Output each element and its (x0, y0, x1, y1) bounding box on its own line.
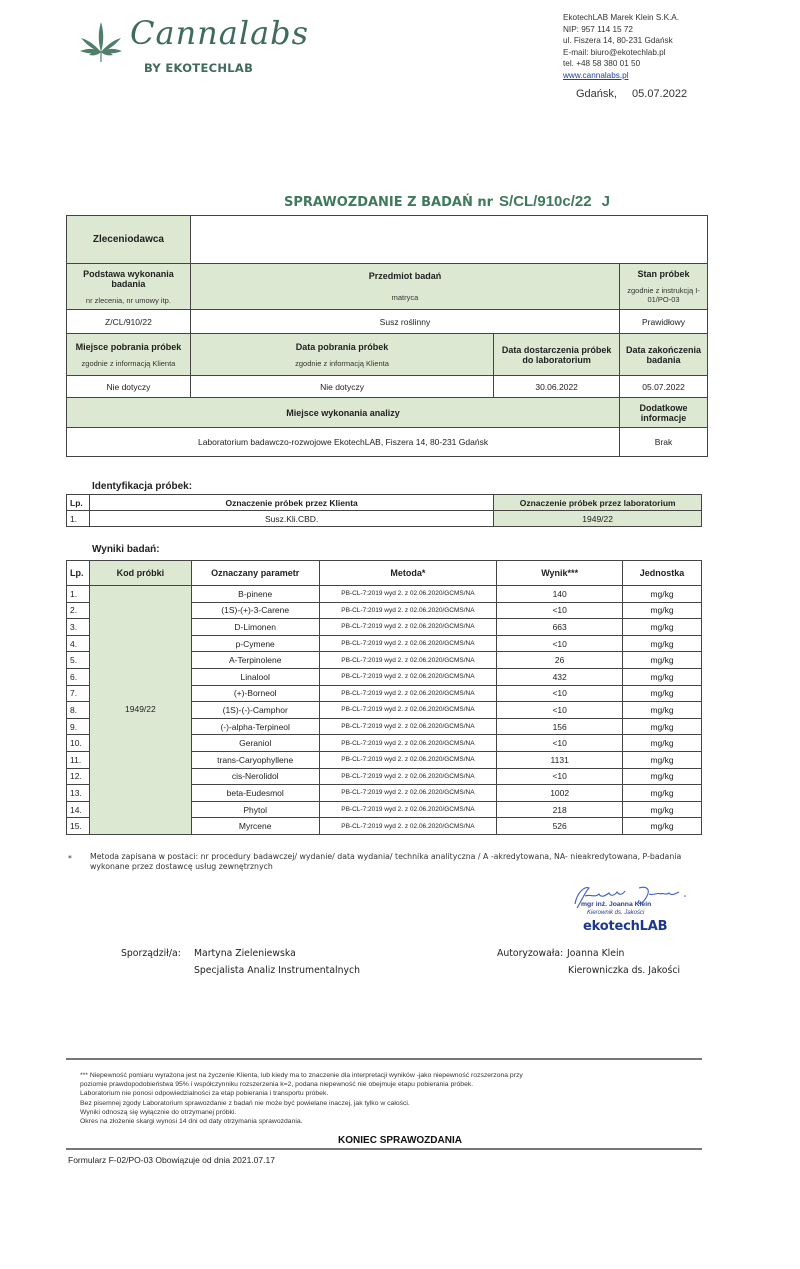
analysis-place-value: Laboratorium badawczo-rozwojowe EkotechLAB, Fiszera 14, 80-231 Gdańsk (67, 428, 620, 457)
prepared-label: Sporządził/a: (121, 948, 181, 959)
row-result: 1002 (497, 785, 623, 802)
note-line: Wyniki odnoszą się wyłącznie do otrzymanej próbki. (80, 1108, 237, 1116)
order-details-table (66, 215, 708, 457)
row-parameter: A-Terpinolene (191, 652, 319, 669)
row-method: PB-CL-7:2019 wyd 2. z 02.06.2020/GCMS/NA (319, 602, 497, 619)
row-lp: 2. (67, 602, 90, 619)
issue-date: 05.07.2022 (632, 88, 688, 100)
row-parameter: Phytol (191, 801, 319, 818)
delivery-date-label: Data dostarczenia próbek do laboratorium (494, 334, 620, 376)
end-date-label: Data zakończenia badania (620, 334, 708, 376)
logo-wordmark: Cannalabs (130, 14, 310, 52)
row-lp: 14. (67, 801, 90, 818)
prepared-name: Martyna Zieleniewska (194, 948, 296, 959)
row-lp: 15. (67, 818, 90, 835)
col-sample-code: Kod próbki (89, 561, 191, 586)
sampling-place-value: Nie dotyczy (67, 376, 191, 398)
row-unit: mg/kg (623, 768, 702, 785)
row-unit: mg/kg (623, 602, 702, 619)
company-name: EkotechLAB Marek Klein S.K.A. (563, 13, 680, 22)
row-method: PB-CL-7:2019 wyd 2. z 02.06.2020/GCMS/NA (319, 718, 497, 735)
footer-divider (66, 1148, 702, 1150)
row-lp: 4. (67, 635, 90, 652)
row-result: 140 (497, 586, 623, 603)
col-lp: Lp. (67, 561, 90, 586)
row-method: PB-CL-7:2019 wyd 2. z 02.06.2020/GCMS/NA (319, 586, 497, 603)
extra-info-label: Dodatkowe informacje (620, 398, 708, 428)
footnote-text: Metoda zapisana w postaci: nr procedury badawczej/ wydanie/ data wydania/ technika analityczna / A -akredytowana, NA- nieakredytowana, P-badania wykonane przez dostawcę usług zewnętrznych (90, 852, 682, 871)
sampling-place-sub: zgodnie z informacją Klienta (81, 358, 176, 368)
ekotechlab-stamp-logo: ekotechLAB (583, 919, 668, 934)
id-col-client: Oznaczenie próbek przez Klienta (89, 495, 493, 511)
note-line: poziomie prawdopodobieństwa 95% i współczynniku rozszerzenia k=2, podana niepewność nie obejmuje etapu pobierania próbek. (80, 1081, 474, 1089)
report-number: S/CL/910c/22 (499, 193, 592, 210)
id-lp: 1. (67, 511, 90, 527)
state-header (620, 264, 708, 310)
state-label: Stan próbek (637, 269, 690, 279)
row-unit: mg/kg (623, 801, 702, 818)
sampling-place-header (67, 334, 191, 376)
company-website-link[interactable]: www.cannalabs.pl (563, 70, 629, 80)
basis-value: Z/CL/910/22 (67, 310, 191, 334)
row-method: PB-CL-7:2019 wyd 2. z 02.06.2020/GCMS/NA (319, 702, 497, 719)
row-unit: mg/kg (623, 751, 702, 768)
basis-header (67, 264, 191, 310)
row-unit: mg/kg (623, 619, 702, 636)
report-title (284, 193, 610, 210)
cannalabs-logo (78, 14, 310, 78)
notes-divider (66, 1058, 702, 1060)
row-method: PB-CL-7:2019 wyd 2. z 02.06.2020/GCMS/NA (319, 668, 497, 685)
extra-info-value: Brak (620, 428, 708, 457)
row-unit: mg/kg (623, 718, 702, 735)
id-col-lab: Oznaczenie próbek przez laboratorium (494, 495, 702, 511)
row-unit: mg/kg (623, 635, 702, 652)
row-lp: 13. (67, 785, 90, 802)
row-method: PB-CL-7:2019 wyd 2. z 02.06.2020/GCMS/NA (319, 818, 497, 835)
col-unit: Jednostka (623, 561, 702, 586)
row-parameter: (1S)-(-)-Camphor (191, 702, 319, 719)
title-prefix: SPRAWOZDANIE Z BADAŃ nr (284, 195, 494, 210)
row-lp: 7. (67, 685, 90, 702)
row-lp: 11. (67, 751, 90, 768)
row-lp: 6. (67, 668, 90, 685)
signature-stamp (553, 882, 703, 942)
col-method: Metoda* (319, 561, 497, 586)
row-unit: mg/kg (623, 735, 702, 752)
client-value (190, 216, 707, 264)
end-date-value: 05.07.2022 (620, 376, 708, 398)
footnote-marker: * (68, 854, 72, 863)
row-lp: 10. (67, 735, 90, 752)
authorized-label: Autoryzowała: (497, 948, 564, 959)
row-parameter: (+)-Borneol (191, 685, 319, 702)
legal-notes (80, 1071, 640, 1126)
subject-header (190, 264, 619, 310)
logo-tagline: BY EKOTECHLAB (144, 61, 254, 75)
row-method: PB-CL-7:2019 wyd 2. z 02.06.2020/GCMS/NA (319, 652, 497, 669)
row-result: 218 (497, 801, 623, 818)
row-unit: mg/kg (623, 685, 702, 702)
row-result: 1131 (497, 751, 623, 768)
authorized-title: Kierowniczka ds. Jakości (568, 965, 681, 976)
row-lp: 9. (67, 718, 90, 735)
note-line: Bez pisemnej zgody Laboratorium sprawozdanie z badań nie może być powielane inaczej, jak tylko w całości. (80, 1099, 410, 1107)
results-title: Wyniki badań: (92, 544, 160, 555)
row-method: PB-CL-7:2019 wyd 2. z 02.06.2020/GCMS/NA (319, 768, 497, 785)
row-unit: mg/kg (623, 586, 702, 603)
subject-label: Przedmiot badań (368, 271, 442, 281)
authorized-name: Joanna Klein (567, 948, 625, 959)
col-parameter: Oznaczany parametr (191, 561, 319, 586)
state-value: Prawidłowy (620, 310, 708, 334)
row-result: <10 (497, 768, 623, 785)
signature-role: Kierownik ds. Jakości (587, 910, 645, 916)
row-method: PB-CL-7:2019 wyd 2. z 02.06.2020/GCMS/NA (319, 751, 497, 768)
row-result: 156 (497, 718, 623, 735)
company-phone: tel. +48 58 380 01 50 (563, 59, 641, 68)
basis-sub: nr zlecenia, nr umowy itp. (85, 295, 171, 305)
company-email: E-mail: biuro@ekotechlab.pl (563, 47, 666, 57)
row-unit: mg/kg (623, 818, 702, 835)
row-result: <10 (497, 735, 623, 752)
identification-table (66, 494, 702, 527)
row-method: PB-CL-7:2019 wyd 2. z 02.06.2020/GCMS/NA (319, 619, 497, 636)
table-row (67, 511, 702, 527)
id-col-lp: Lp. (67, 495, 90, 511)
row-result: 526 (497, 818, 623, 835)
row-parameter: cis-Nerolidol (191, 768, 319, 785)
id-lab-mark: 1949/22 (494, 511, 702, 527)
row-parameter: (-)-alpha-Terpineol (191, 718, 319, 735)
table-row (67, 586, 702, 603)
prepared-title: Specjalista Analiz Instrumentalnych (194, 965, 361, 976)
id-client-mark: Susz.Kli.CBD. (89, 511, 493, 527)
identification-title: Identyfikacja próbek: (92, 481, 193, 492)
form-identifier: Formularz F-02/PO-03 Obowiązuje od dnia 2021.07.17 (68, 1155, 275, 1165)
sampling-date-header (190, 334, 493, 376)
row-lp: 3. (67, 619, 90, 636)
note-line: *** Niepewność pomiaru wyrażona jest na życzenie Klienta, lub kiedy ma to znaczenie dla interpretacji wyników -jako niepewność rozszerzona przy (80, 1072, 523, 1079)
row-unit: mg/kg (623, 785, 702, 802)
state-sub: zgodnie z instrukcją I-01/PO-03 (627, 286, 700, 304)
end-of-report: KONIEC SPRAWOZDANIA (338, 1135, 462, 1146)
row-result: 663 (497, 619, 623, 636)
row-result: 432 (497, 668, 623, 685)
row-result: 26 (497, 652, 623, 669)
report-suffix: J (601, 193, 610, 210)
row-unit: mg/kg (623, 668, 702, 685)
sampling-date-value: Nie dotyczy (190, 376, 493, 398)
row-parameter: beta-Eudesmol (191, 785, 319, 802)
row-method: PB-CL-7:2019 wyd 2. z 02.06.2020/GCMS/NA (319, 785, 497, 802)
row-parameter: B-pinene (191, 586, 319, 603)
row-result: <10 (497, 702, 623, 719)
delivery-date-value: 30.06.2022 (494, 376, 620, 398)
note-line: Okres na złożenie skargi wynosi 14 dni od daty otrzymania sprawozdania. (80, 1118, 303, 1126)
row-lp: 5. (67, 652, 90, 669)
company-address: ul. Fiszera 14, 80-231 Gdańsk (563, 36, 673, 45)
sampling-place-label: Miejsce pobrania próbek (75, 341, 182, 352)
city-date (576, 88, 687, 100)
company-info (563, 12, 679, 81)
row-parameter: p-Cymene (191, 635, 319, 652)
cannabis-leaf-icon (78, 20, 124, 64)
row-lp: 12. (67, 768, 90, 785)
note-line: Laboratorium nie ponosi odpowiedzialności za etap pobierania i transportu próbek. (80, 1090, 329, 1098)
signature-name: mgr inż. Joanna Klein (581, 901, 652, 908)
subject-sub: matryca (391, 293, 419, 302)
row-lp: 1. (67, 586, 90, 603)
row-parameter: D-Limonen (191, 619, 319, 636)
row-unit: mg/kg (623, 652, 702, 669)
sampling-date-sub: zgodnie z informacją Klienta (295, 358, 389, 368)
row-method: PB-CL-7:2019 wyd 2. z 02.06.2020/GCMS/NA (319, 735, 497, 752)
row-parameter: Linalool (191, 668, 319, 685)
analysis-place-label: Miejsce wykonania analizy (67, 398, 620, 428)
results-table (66, 560, 702, 835)
row-parameter: (1S)-(+)-3-Carene (191, 602, 319, 619)
col-result: Wynik*** (497, 561, 623, 586)
row-parameter: trans-Caryophyllene (191, 751, 319, 768)
city: Gdańsk, (576, 88, 617, 100)
row-lp: 8. (67, 702, 90, 719)
row-method: PB-CL-7:2019 wyd 2. z 02.06.2020/GCMS/NA (319, 635, 497, 652)
row-result: <10 (497, 602, 623, 619)
row-method: PB-CL-7:2019 wyd 2. z 02.06.2020/GCMS/NA (319, 801, 497, 818)
sampling-date-label: Data pobrania próbek (295, 341, 389, 352)
row-result: <10 (497, 635, 623, 652)
subject-value: Susz roślinny (190, 310, 619, 334)
row-parameter: Geraniol (191, 735, 319, 752)
row-method: PB-CL-7:2019 wyd 2. z 02.06.2020/GCMS/NA (319, 685, 497, 702)
client-label: Zleceniodawca (67, 216, 191, 264)
basis-label: Podstawa wykonania badania (83, 268, 174, 289)
row-parameter: Myrcene (191, 818, 319, 835)
company-nip: NIP: 957 114 15 72 (563, 24, 633, 34)
row-unit: mg/kg (623, 702, 702, 719)
row-result: <10 (497, 685, 623, 702)
sample-code-cell: 1949/22 (89, 586, 191, 835)
